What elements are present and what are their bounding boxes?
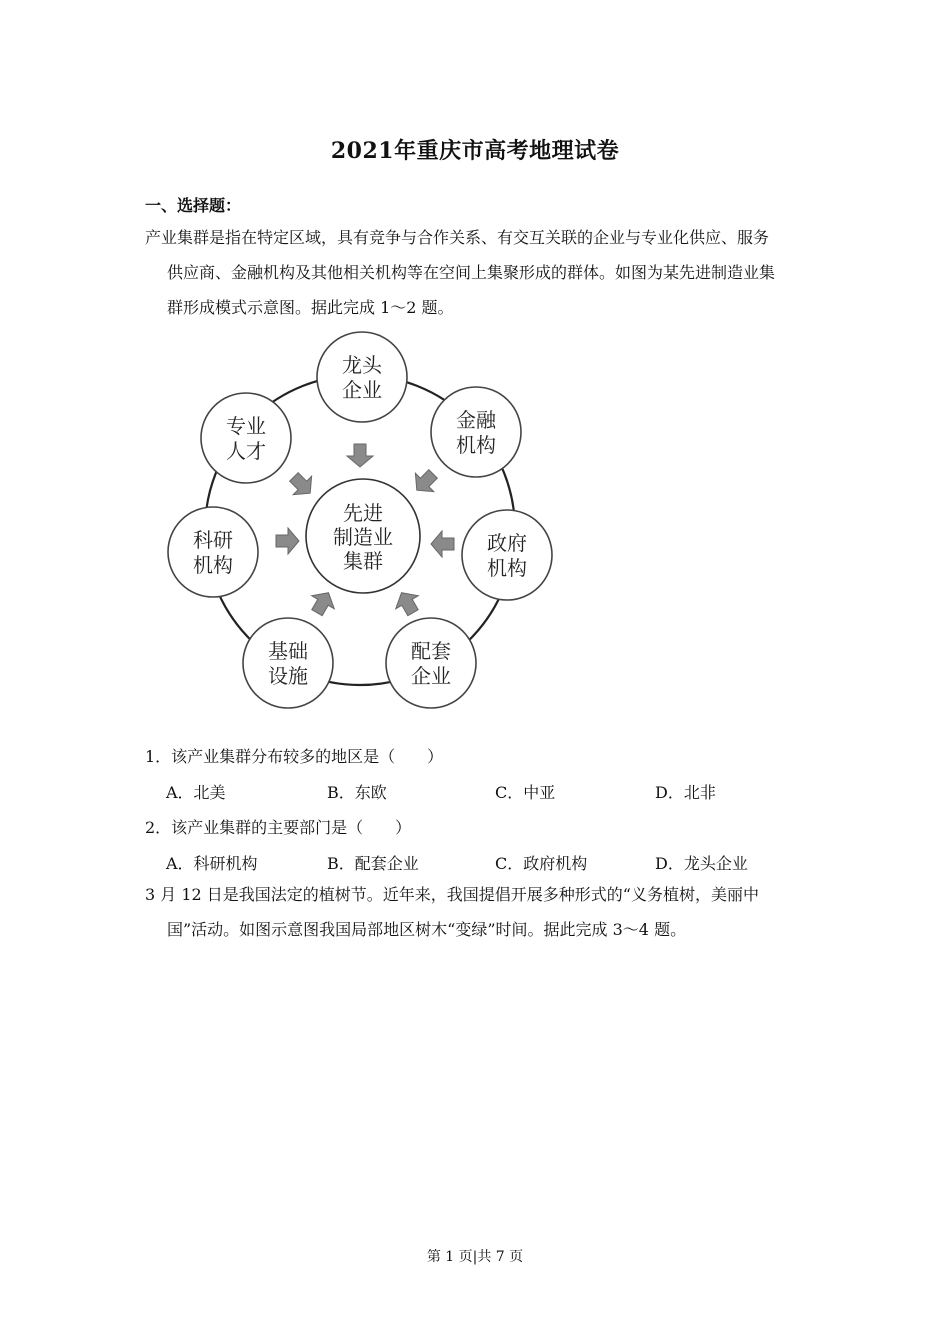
node-zhengfu-label-1: 政府	[487, 531, 527, 555]
passage-1-line-1: 产业集群是指在特定区域，具有竞争与合作关系、有交互关联的企业与专业化供应、服务	[145, 228, 770, 247]
node-longtou-label-2: 企业	[342, 378, 382, 402]
node-peitao-label-2: 企业	[411, 664, 451, 688]
center-label-3: 集群	[343, 549, 383, 573]
q1-option-a[interactable]: A．北美	[166, 783, 226, 802]
node-zhuanye	[201, 393, 291, 483]
q1-option-c[interactable]: C．中亚	[495, 783, 556, 802]
arrow-from-keyan	[276, 528, 299, 554]
arrow-from-zhuanye	[285, 468, 320, 503]
cluster-diagram	[160, 330, 560, 720]
arrow-from-jichu	[306, 586, 340, 619]
q1-option-b[interactable]: B．东欧	[327, 783, 387, 802]
q2-option-c[interactable]: C．政府机构	[495, 854, 588, 873]
node-keyan-label-1: 科研	[193, 528, 233, 552]
node-longtou	[317, 332, 407, 422]
q2-option-a[interactable]: A．科研机构	[166, 854, 258, 873]
node-jichu	[243, 618, 333, 708]
passage-2-line-2: 国”活动。如图示意图我国局部地区树木“变绿”时间。据此完成 3～4 题。	[167, 920, 687, 939]
node-longtou-label-1: 龙头	[342, 353, 382, 377]
center-label-1: 先进	[343, 501, 383, 525]
center-label-2: 制造业	[333, 525, 393, 549]
passage-1-line-3: 群形成模式示意图。据此完成 1～2 题。	[167, 298, 454, 317]
node-zhengfu-label-2: 机构	[487, 556, 527, 580]
arrow-from-jinrong	[408, 465, 443, 500]
node-jinrong-label-2: 机构	[456, 433, 496, 457]
node-keyan-label-2: 机构	[193, 553, 233, 577]
node-jichu-label-1: 基础	[268, 639, 308, 663]
node-jinrong	[431, 387, 521, 477]
node-zhengfu	[462, 510, 552, 600]
passage-1-line-2: 供应商、金融机构及其他相关机构等在空间上集聚形成的群体。如图为某先进制造业集	[167, 263, 776, 282]
section-heading: 一、选择题：	[145, 196, 242, 215]
q2-option-b[interactable]: B．配套企业	[327, 854, 419, 873]
arrow-from-peitao	[390, 586, 424, 619]
passage-2-line-1: 3 月 12 日是我国法定的植树节。近年来，我国提倡开展多种形式的“义务植树，美丽中	[145, 885, 759, 904]
passage-2	[145, 877, 817, 947]
question-2-stem: 2．该产业集群的主要部门是（ ）	[145, 818, 412, 837]
node-zhuanye-label-2: 人才	[226, 439, 266, 463]
arrow-from-longtou	[347, 444, 373, 467]
node-peitao-label-1: 配套	[411, 639, 451, 663]
q1-option-d[interactable]: D．北非	[655, 783, 716, 802]
arrow-from-zhengfu	[431, 531, 454, 557]
question-1-stem: 1．该产业集群分布较多的地区是（ ）	[145, 747, 444, 766]
page-title: 2021年重庆市高考地理试卷	[330, 138, 620, 164]
node-jinrong-label-1: 金融	[456, 408, 496, 432]
node-zhuanye-label-1: 专业	[226, 414, 266, 438]
passage-1	[145, 220, 817, 325]
node-peitao	[386, 618, 476, 708]
node-keyan	[168, 507, 258, 597]
node-jichu-label-2: 设施	[268, 664, 308, 688]
q2-option-d[interactable]: D．龙头企业	[655, 854, 748, 873]
page-footer: 第 1 页|共 7 页	[426, 1249, 524, 1265]
